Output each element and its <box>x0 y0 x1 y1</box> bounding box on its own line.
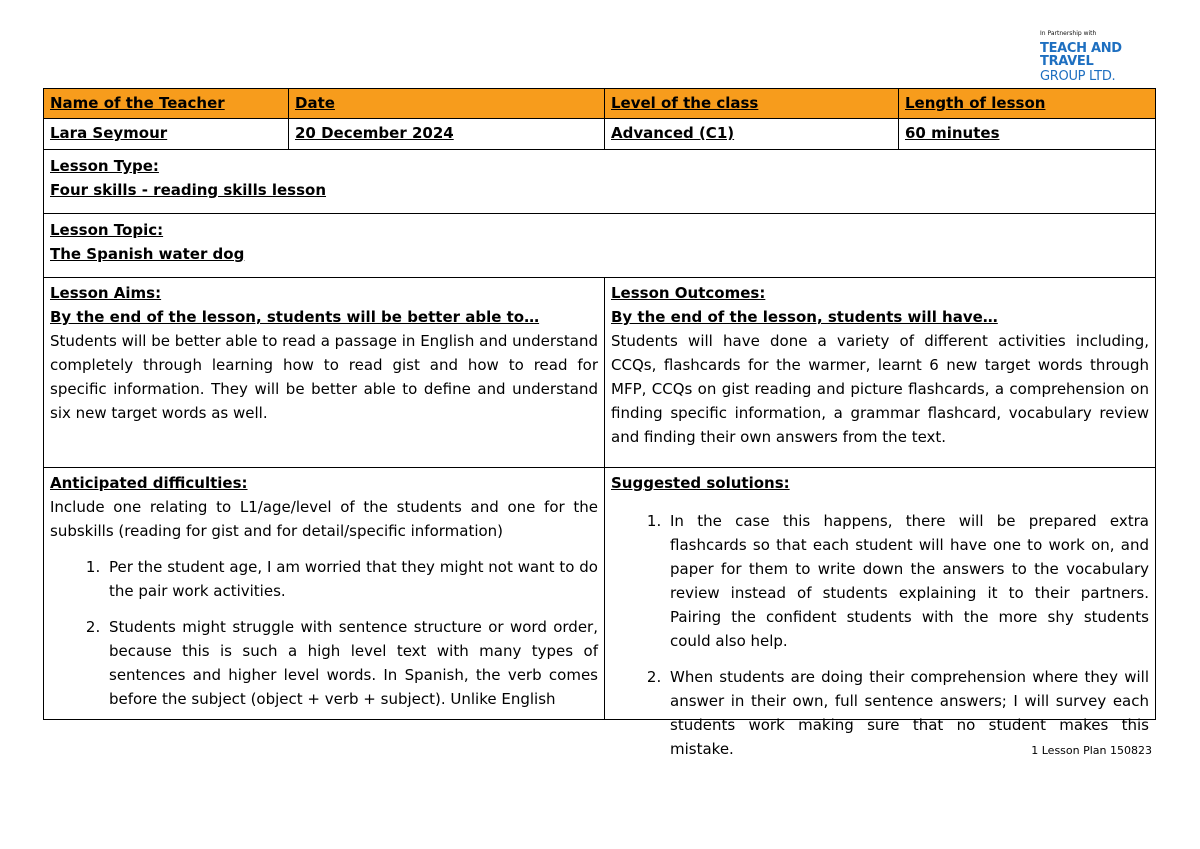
lesson-type-value: Four skills - reading skills lesson <box>50 181 327 199</box>
lesson-outcomes-text: Students will have done a variety of different activities including, CCQs, flashcards for the warmer, learnt 6 new target words through MFP, CCQs on gist reading and picture flashcards, a comprehension on finding specific information, a grammar flashcard, vocabulary review and finding their own answers from the text. <box>611 332 1149 446</box>
lesson-type-row <box>44 150 1156 214</box>
page-footer: 1 Lesson Plan 150823 <box>1031 744 1152 757</box>
lesson-topic-value: The Spanish water dog <box>50 245 245 263</box>
logo-line-1: TEACH AND TRAVEL <box>1040 41 1122 69</box>
company-logo <box>1040 31 1160 83</box>
lesson-type-label: Lesson Type: <box>50 157 159 175</box>
solutions-list <box>611 509 1149 761</box>
difficulties-intro: Include one relating to L1/age/level of the students and one for the subskills (reading for gist and for detail/specific information) <box>50 498 598 540</box>
aims-outcomes-row <box>44 278 1156 468</box>
lesson-date: 20 December 2024 <box>289 119 605 150</box>
difficulties-list <box>50 555 598 711</box>
lesson-aims-label: Lesson Aims: <box>50 284 162 302</box>
logo-line-2: GROUP LTD. <box>1040 69 1116 84</box>
header-level: Level of the class <box>605 89 899 119</box>
difficulties-cell <box>44 468 605 720</box>
header-length: Length of lesson <box>899 89 1156 119</box>
lesson-type-cell <box>44 150 1156 214</box>
lesson-aims-cell <box>44 278 605 468</box>
lesson-outcomes-cell <box>605 278 1156 468</box>
lesson-topic-cell <box>44 214 1156 278</box>
lesson-length: 60 minutes <box>899 119 1156 150</box>
lesson-outcomes-label: Lesson Outcomes: <box>611 284 766 302</box>
difficulties-solutions-row <box>44 468 1156 720</box>
solution-item: 1. In the case this happens, there will be prepared extra flashcards so that each student will have one to work on, and paper for them to write down the answers to the vocabulary review instead of students explaining it to their partners. Pairing the confident students with the more shy students could also help. <box>666 509 1149 653</box>
solution-item: 2. When students are doing their comprehension where they will answer in their own, full sentence answers; I will survey each students work making sure that no student makes this mistake. <box>666 665 1149 761</box>
header-row <box>44 89 1156 119</box>
lesson-topic-label: Lesson Topic: <box>50 221 164 239</box>
difficulty-item: 1. Per the student age, I am worried that they might not want to do the pair work activities. <box>105 555 598 603</box>
solutions-label: Suggested solutions: <box>611 474 790 492</box>
lesson-outcomes-subheading: By the end of the lesson, students will have… <box>611 308 998 326</box>
logo-partner-text: In Partnership with <box>1040 30 1097 37</box>
teacher-name: Lara Seymour <box>44 119 289 150</box>
header-teacher: Name of the Teacher <box>44 89 289 119</box>
difficulties-label: Anticipated difficulties: <box>50 474 248 492</box>
header-date: Date <box>289 89 605 119</box>
info-row <box>44 119 1156 150</box>
lesson-aims-subheading: By the end of the lesson, students will be better able to… <box>50 308 540 326</box>
lesson-aims-text: Students will be better able to read a passage in English and understand completely through learning how to read gist and how to read for specific information. They will be better able to define and understand six new target words as well. <box>50 332 598 422</box>
lesson-topic-row <box>44 214 1156 278</box>
class-level: Advanced (C1) <box>605 119 899 150</box>
difficulty-item: 2. Students might struggle with sentence structure or word order, because this is such a high level text with many types of sentences and higher level words. In Spanish, the verb comes before the subject (object + verb + subject). Unlike English <box>105 615 598 711</box>
